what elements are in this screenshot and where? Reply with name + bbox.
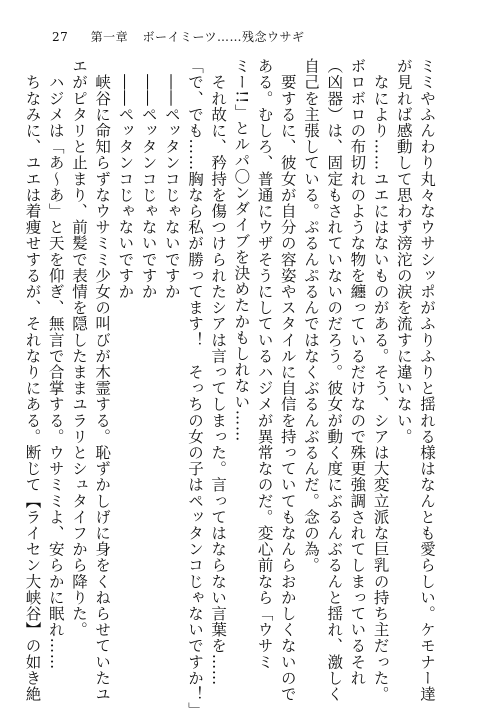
text-line: エがピタリと止まり、前髪で表情を隠したままユラリとシュタイフから降りた。: [69, 58, 88, 638]
text-line: が見れば感動して思わず滂沱の涙を流すに違いない。: [394, 58, 413, 445]
text-line: なにより……ユエにはないものがある。そう、シアは大変立派な巨乳の持ち主だった。: [371, 58, 390, 702]
text-line: ――ペッタンコじゃないですか: [139, 58, 158, 300]
text-line: ハジメは「あ～あ」と天を仰ぎ、無言で合掌する。ウサミミよ、安らかに眠れ……: [46, 58, 65, 670]
page-number: 27: [52, 30, 69, 44]
text-line: ミー!!」とルパ〇ンダイブを決めたかもしれない……: [232, 58, 251, 442]
text-line: ――ペッタンコじゃないですか: [116, 58, 135, 300]
chapter-label: 第一章: [90, 30, 129, 44]
text-line: ちなみに、ユエは着痩せするが、それなりにある。断じて【ライセン大峡谷】の如き絶: [23, 58, 42, 702]
chapter-title: ボーイミーツ……残念ウサギ: [142, 30, 305, 44]
text-line: 自己を主張している。ぷるんぷるんではなくぶるんぶるんだ。念の為。: [301, 58, 320, 574]
text-line: （凶器）は、固定もされていないのだろう。彼女が動く度にぶるんぶるんと揺れ、激しく: [325, 58, 344, 702]
text-line: ミミやふんわり丸々なウサシッポがふりふりと揺れる様はなんとも愛らしい。ケモナー達: [418, 58, 436, 702]
text-line: ――ペッタンコじゃないですか: [162, 58, 181, 300]
text-line: ある。むしろ、普通にウザそうにしているハジメが異常なのだ。変心前なら「ウサミ: [255, 58, 274, 670]
text-line: 要するに、彼女が自分の容姿やスタイルに自信を持っていてもなんらおかしくないので: [278, 58, 297, 702]
text-line: ボロボロの布切れのような物を纏っているだけなので殊更強調されてしまっているそれ: [348, 58, 367, 686]
running-header: [52, 28, 304, 45]
text-line: それ故に、矜持を傷つけられたシアは言ってしまった。言ってはならない言葉を……: [209, 58, 228, 686]
vertical-text-body: [20, 58, 438, 718]
text-line: 峡谷に命知らずなウサミミ少女の叫びが木霊する。恥ずかしげに身をくねらせていたユ: [93, 58, 112, 702]
text-line: 「で、でも……胸なら私が勝ってます！ そっちの女の子はペッタンコじゃないですか！」: [185, 58, 204, 718]
